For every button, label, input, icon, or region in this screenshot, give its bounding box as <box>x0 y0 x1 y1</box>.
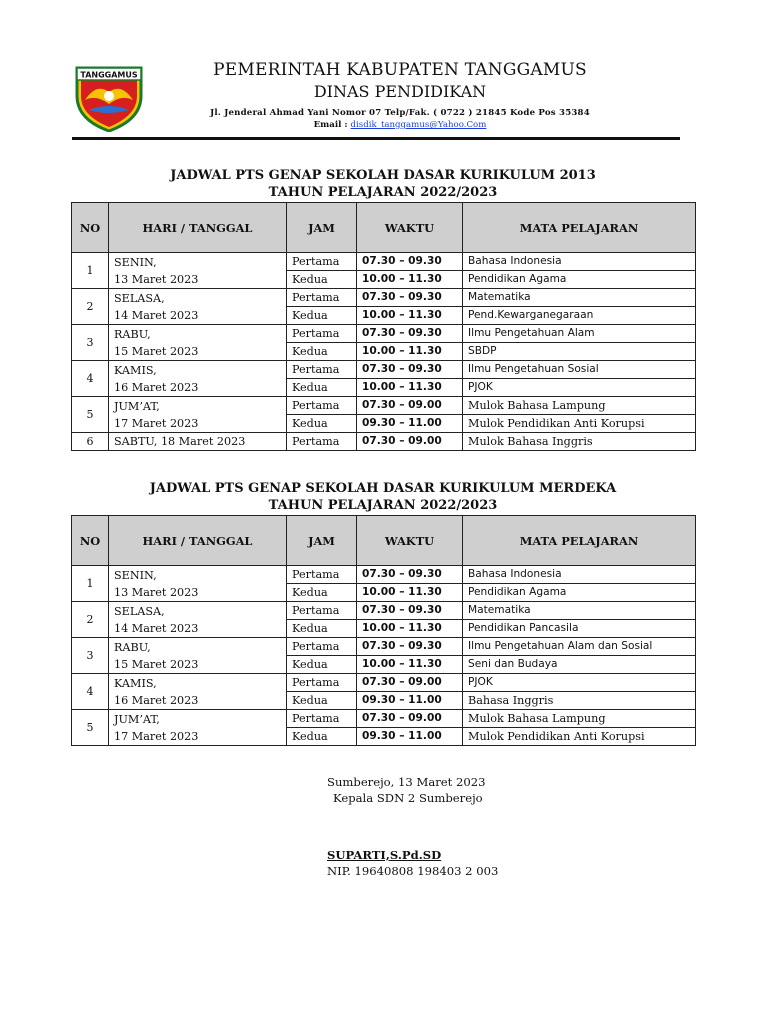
session-waktu: 07.30 – 09.30 <box>357 566 463 584</box>
schedule-k13-title <box>72 167 694 201</box>
session-waktu: 10.00 – 11.30 <box>357 379 463 397</box>
session-waktu: 07.30 – 09.30 <box>357 638 463 656</box>
session-jam: Kedua <box>287 584 357 602</box>
row-number: 2 <box>72 602 109 638</box>
session-mata-pelajaran: Mulok Bahasa Lampung <box>463 710 696 728</box>
email-label: Email : <box>313 120 351 130</box>
session-waktu: 07.30 – 09.00 <box>357 710 463 728</box>
signature-place-date: Sumberejo, 13 Maret 2023 <box>327 775 486 789</box>
day-name: SELASA, <box>114 291 165 305</box>
table-row <box>72 397 696 415</box>
header-no: NO <box>72 203 109 253</box>
session-mata-pelajaran: Seni dan Budaya <box>463 656 696 674</box>
day-date: 13 Maret 2023 <box>114 585 199 599</box>
schedule-k13-body <box>72 253 696 451</box>
session-waktu: 07.30 – 09.00 <box>357 397 463 415</box>
schedule-k13-title-line2: TAHUN PELAJARAN 2022/2023 <box>268 185 498 200</box>
day-date-cell <box>109 566 287 602</box>
session-jam: Kedua <box>287 620 357 638</box>
day-date: 13 Maret 2023 <box>114 272 199 286</box>
session-waktu: 09.30 – 11.00 <box>357 415 463 433</box>
table-row <box>72 566 696 584</box>
session-waktu: 07.30 – 09.30 <box>357 325 463 343</box>
session-mata-pelajaran: Ilmu Pengetahuan Alam dan Sosial <box>463 638 696 656</box>
table-row <box>72 325 696 343</box>
day-date-cell <box>109 397 287 433</box>
letterhead-government: PEMERINTAH KABUPATEN TANGGAMUS <box>213 60 587 80</box>
session-mata-pelajaran: Bahasa Inggris <box>463 692 696 710</box>
day-date: 15 Maret 2023 <box>114 657 199 671</box>
table-header-row <box>72 516 696 566</box>
session-mata-pelajaran: Ilmu Pengetahuan Alam <box>463 325 696 343</box>
session-mata-pelajaran: Ilmu Pengetahuan Sosial <box>463 361 696 379</box>
row-number: 4 <box>72 674 109 710</box>
row-number: 5 <box>72 397 109 433</box>
header-waktu: WAKTU <box>357 516 463 566</box>
day-date-cell <box>109 674 287 710</box>
session-jam: Pertama <box>287 602 357 620</box>
day-name: SELASA, <box>114 604 165 618</box>
session-waktu: 10.00 – 11.30 <box>357 584 463 602</box>
header-waktu: WAKTU <box>357 203 463 253</box>
day-name: KAMIS, <box>114 676 157 690</box>
session-waktu: 10.00 – 11.30 <box>357 307 463 325</box>
day-name: SABTU, 18 Maret 2023 <box>114 435 246 448</box>
session-jam: Kedua <box>287 379 357 397</box>
day-date-cell <box>109 638 287 674</box>
session-waktu: 07.30 – 09.00 <box>357 433 463 451</box>
day-date: 17 Maret 2023 <box>114 729 199 743</box>
schedule-merdeka-title-line1: JADWAL PTS GENAP SEKOLAH DASAR KURIKULUM MERDEKA <box>149 481 617 496</box>
header-mata-pelajaran: MATA PELAJARAN <box>463 516 696 566</box>
table-row <box>72 674 696 692</box>
session-mata-pelajaran: Pendidikan Agama <box>463 271 696 289</box>
day-date: 15 Maret 2023 <box>114 344 199 358</box>
row-number: 6 <box>72 433 109 451</box>
session-mata-pelajaran: PJOK <box>463 379 696 397</box>
day-date-cell <box>109 433 287 451</box>
session-jam: Pertama <box>287 289 357 307</box>
session-waktu: 07.30 – 09.30 <box>357 253 463 271</box>
session-mata-pelajaran: Mulok Pendidikan Anti Korupsi <box>463 728 696 746</box>
session-jam: Pertama <box>287 397 357 415</box>
session-mata-pelajaran: Mulok Bahasa Lampung <box>463 397 696 415</box>
day-date: 16 Maret 2023 <box>114 380 199 394</box>
session-waktu: 07.30 – 09.30 <box>357 602 463 620</box>
session-mata-pelajaran: Pendidikan Agama <box>463 584 696 602</box>
session-mata-pelajaran: Mulok Bahasa Inggris <box>463 433 696 451</box>
session-jam: Kedua <box>287 415 357 433</box>
day-date-cell <box>109 710 287 746</box>
schedule-merdeka-body <box>72 566 696 746</box>
day-name: SENIN, <box>114 568 157 582</box>
header-hari-tanggal: HARI / TANGGAL <box>109 203 287 253</box>
session-mata-pelajaran: Bahasa Indonesia <box>463 566 696 584</box>
logo-text: TANGGAMUS <box>80 70 138 80</box>
day-name: SENIN, <box>114 255 157 269</box>
header-no: NO <box>72 516 109 566</box>
table-row <box>72 289 696 307</box>
session-waktu: 09.30 – 11.00 <box>357 692 463 710</box>
row-number: 3 <box>72 325 109 361</box>
day-date: 14 Maret 2023 <box>114 308 199 322</box>
session-mata-pelajaran: PJOK <box>463 674 696 692</box>
schedule-merdeka-title <box>72 480 694 514</box>
session-mata-pelajaran: Bahasa Indonesia <box>463 253 696 271</box>
day-date-cell <box>109 325 287 361</box>
day-name: RABU, <box>114 327 151 341</box>
day-date-cell <box>109 602 287 638</box>
session-jam: Kedua <box>287 307 357 325</box>
day-name: RABU, <box>114 640 151 654</box>
day-date: 16 Maret 2023 <box>114 693 199 707</box>
session-waktu: 07.30 – 09.30 <box>357 289 463 307</box>
letterhead-agency: DINAS PENDIDIKAN <box>313 82 487 101</box>
row-number: 5 <box>72 710 109 746</box>
day-name: JUM’AT, <box>114 399 160 413</box>
letterhead-divider <box>72 137 680 140</box>
email-link[interactable]: disdik_tanggamus@Yahoo.Com <box>350 120 487 130</box>
session-waktu: 09.30 – 11.00 <box>357 728 463 746</box>
day-date: 17 Maret 2023 <box>114 416 199 430</box>
session-jam: Pertama <box>287 361 357 379</box>
day-name: KAMIS, <box>114 363 157 377</box>
day-name: JUM’AT, <box>114 712 160 726</box>
table-header-row <box>72 203 696 253</box>
session-jam: Kedua <box>287 271 357 289</box>
signature-name: SUPARTI,S.Pd.SD <box>327 848 442 862</box>
session-waktu: 07.30 – 09.30 <box>357 361 463 379</box>
row-number: 1 <box>72 253 109 289</box>
schedule-k13-title-line1: JADWAL PTS GENAP SEKOLAH DASAR KURIKULUM 2013 <box>170 168 596 183</box>
schedule-merdeka-table <box>71 515 696 746</box>
session-mata-pelajaran: Pend.Kewarganegaraan <box>463 307 696 325</box>
table-row <box>72 638 696 656</box>
session-jam: Pertama <box>287 325 357 343</box>
header-jam: JAM <box>287 203 357 253</box>
day-date-cell <box>109 253 287 289</box>
schedule-merdeka-title-line2: TAHUN PELAJARAN 2022/2023 <box>268 498 498 513</box>
signature-role: Kepala SDN 2 Sumberejo <box>333 791 483 805</box>
session-jam: Kedua <box>287 343 357 361</box>
letterhead-address: Jl. Jenderal Ahmad Yani Nomor 07 Telp/Fak. ( 0722 ) 21845 Kode Pos 35384 <box>210 108 590 118</box>
session-mata-pelajaran: Matematika <box>463 602 696 620</box>
day-date-cell <box>109 361 287 397</box>
row-number: 4 <box>72 361 109 397</box>
session-jam: Kedua <box>287 692 357 710</box>
header-hari-tanggal: HARI / TANGGAL <box>109 516 287 566</box>
session-waktu: 10.00 – 11.30 <box>357 656 463 674</box>
schedule-k13-table <box>71 202 696 451</box>
table-row <box>72 253 696 271</box>
signature-nip: NIP. 19640808 198403 2 003 <box>327 864 499 878</box>
table-row <box>72 710 696 728</box>
session-mata-pelajaran: Mulok Pendidikan Anti Korupsi <box>463 415 696 433</box>
table-row <box>72 433 696 451</box>
letterhead-email-line <box>150 120 650 130</box>
row-number: 3 <box>72 638 109 674</box>
session-waktu: 07.30 – 09.00 <box>357 674 463 692</box>
session-jam: Pertama <box>287 566 357 584</box>
session-waktu: 10.00 – 11.30 <box>357 343 463 361</box>
tanggamus-logo <box>75 66 143 132</box>
session-jam: Kedua <box>287 656 357 674</box>
session-mata-pelajaran: SBDP <box>463 343 696 361</box>
session-waktu: 10.00 – 11.30 <box>357 620 463 638</box>
session-mata-pelajaran: Pendidikan Pancasila <box>463 620 696 638</box>
header-jam: JAM <box>287 516 357 566</box>
row-number: 1 <box>72 566 109 602</box>
row-number: 2 <box>72 289 109 325</box>
session-mata-pelajaran: Matematika <box>463 289 696 307</box>
header-mata-pelajaran: MATA PELAJARAN <box>463 203 696 253</box>
table-row <box>72 602 696 620</box>
session-jam: Pertama <box>287 253 357 271</box>
day-date-cell <box>109 289 287 325</box>
session-waktu: 10.00 – 11.30 <box>357 271 463 289</box>
table-row <box>72 361 696 379</box>
session-jam: Pertama <box>287 433 357 451</box>
session-jam: Kedua <box>287 728 357 746</box>
day-date: 14 Maret 2023 <box>114 621 199 635</box>
session-jam: Pertama <box>287 710 357 728</box>
session-jam: Pertama <box>287 638 357 656</box>
session-jam: Pertama <box>287 674 357 692</box>
